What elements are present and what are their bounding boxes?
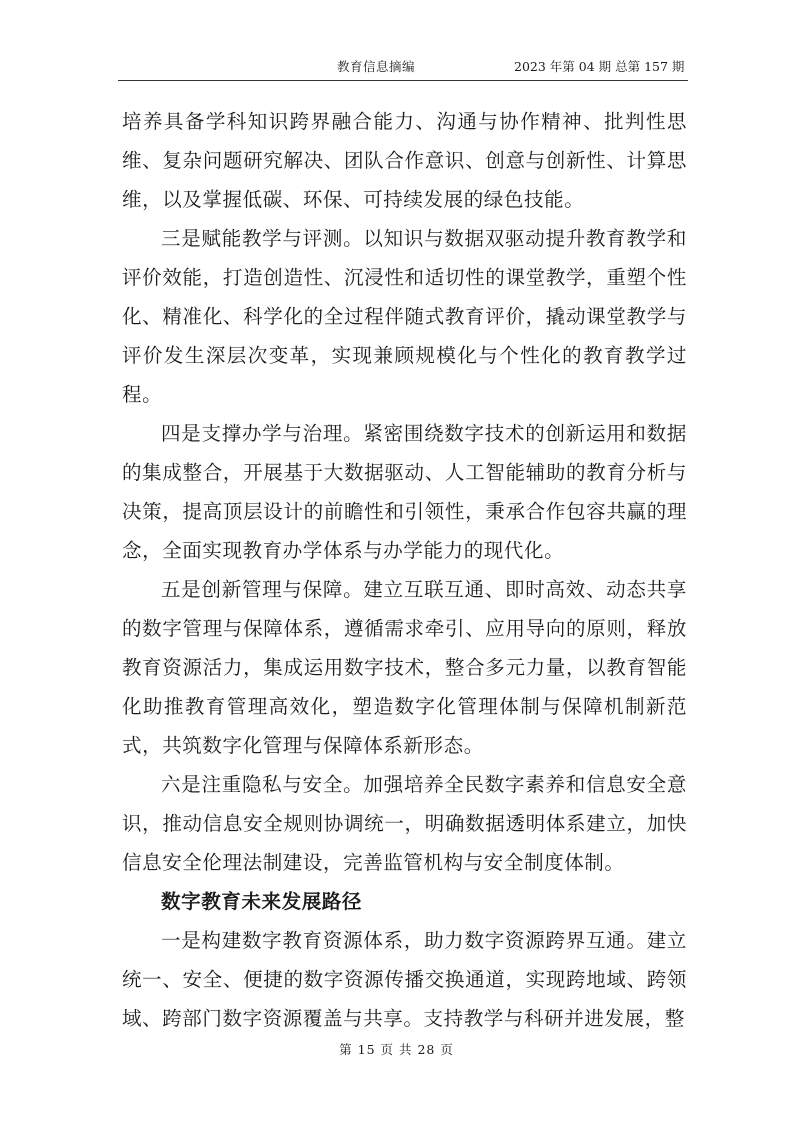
document-body [122, 102, 687, 1038]
paragraph-continued: 培养具备学科知识跨界融合能力、沟通与协作精神、批判性思维、复杂问题研究解决、团队合作意识、创意与创新性、计算思维，以及掌握低碳、环保、可持续发展的绿色技能。 [122, 110, 687, 211]
publication-title: 教育信息摘编 [337, 59, 416, 74]
paragraph-privacy-security: 六是注重隐私与安全。加强培养全民数字素养和信息安全意识，推动信息安全规则协调统一，明确数据透明体系建立，加快信息安全伦理法制建设，完善监管机构与安全制度体制。 [122, 773, 687, 874]
page-header [0, 54, 793, 76]
paragraph-school-governance: 四是支撑办学与治理。紧密围绕数字技术的创新运用和数据的集成整合，开展基于大数据驱动、人工智能辅助的教育分析与决策，提高顶层设计的前瞻性和引领性，秉承合作包容共赢的理念，全面实现教育办学体系与办学能力的现代化。 [122, 422, 687, 562]
header-rule [118, 80, 688, 81]
paragraph-teaching-evaluation: 三是赋能教学与评测。以知识与数据双驱动提升教育教学和评价效能，打造创造性、沉浸性和适切性的课堂教学，重塑个性化、精准化、科学化的全过程伴随式教育评价，撬动课堂教学与评价发生深层次变革，实现兼顾规模化与个性化的教育教学过程。 [122, 227, 687, 406]
page-footer: 第 15 页 共 28 页 [339, 1042, 454, 1057]
issue-number: 2023 年第 04 期 总第 157 期 [514, 59, 685, 74]
paragraph-management-support: 五是创新管理与保障。建立互联互通、即时高效、动态共享的数字管理与保障体系，遵循需求牵引、应用导向的原则，释放教育资源活力，集成运用数字技术，整合多元力量，以教育智能化助推教育管理高效化，塑造数字化管理体制与保障机制新范式，共筑数字化管理与保障体系新形态。 [122, 578, 687, 757]
section-heading: 数字教育未来发展路径 [161, 890, 363, 913]
paragraph-resource-system: 一是构建数字教育资源体系，助力数字资源跨界互通。建立统一、安全、便捷的数字资源传播交换通道，实现跨地域、跨领域、跨部门数字资源覆盖与共享。支持教学与科研并进发展，整 [122, 929, 687, 1030]
